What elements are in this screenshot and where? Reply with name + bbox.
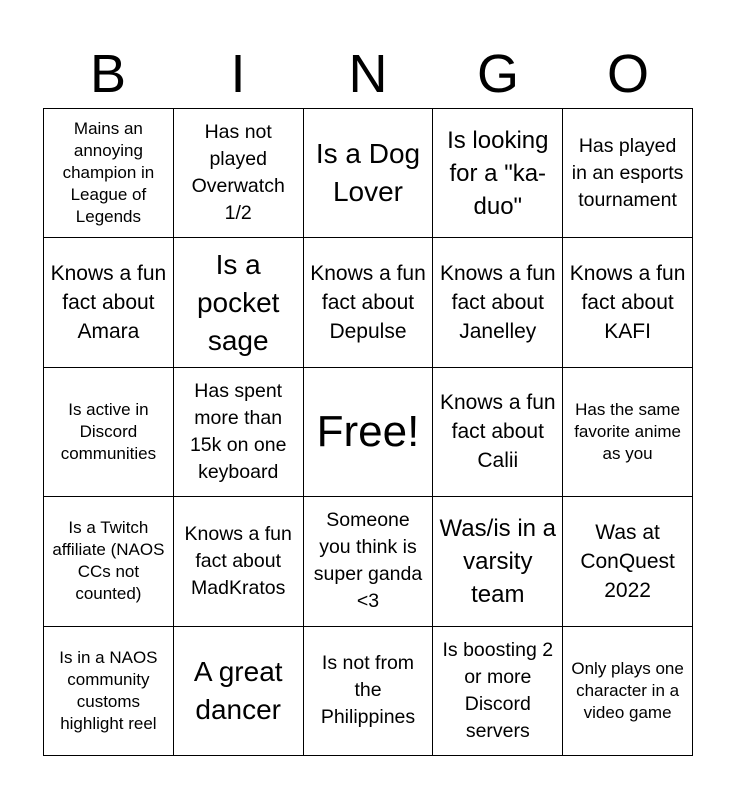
cell-text: Has the same favorite anime as you (574, 399, 681, 463)
bingo-cell[interactable] (433, 627, 563, 756)
header-letter-o: O (606, 44, 649, 104)
header-letter-g: G (476, 44, 519, 104)
bingo-cell[interactable] (304, 497, 434, 626)
bingo-cell[interactable] (433, 109, 563, 238)
bingo-cell[interactable] (44, 627, 174, 756)
cell-text: Mains an annoying champion in League of Legends (62, 119, 155, 227)
bingo-cell[interactable] (174, 368, 304, 497)
bingo-cell[interactable] (304, 238, 434, 367)
cell-text: Is not from the Philippines (320, 652, 416, 729)
bingo-board (43, 108, 693, 756)
free-space[interactable] (304, 368, 434, 497)
header-letter-b: B (89, 44, 127, 104)
cell-text: Someone you think is super ganda <3 (313, 509, 423, 613)
bingo-cell[interactable] (563, 238, 693, 367)
header-letter-i: I (230, 44, 246, 104)
bingo-cell[interactable] (44, 238, 174, 367)
bingo-cell[interactable] (174, 497, 304, 626)
bingo-cell[interactable] (563, 368, 693, 497)
cell-text: Is a pocket sage (196, 248, 280, 356)
cell-text: Knows a fun fact about Calii (440, 391, 556, 473)
cell-text: Is a Dog Lover (315, 138, 421, 208)
bingo-cell[interactable] (44, 109, 174, 238)
bingo-cell[interactable] (44, 368, 174, 497)
cell-text: Knows a fun fact about MadKratos (184, 522, 292, 599)
cell-text: Only plays one character in a video game (571, 658, 684, 722)
cell-text: Has not played Overwatch 1/2 (191, 121, 285, 225)
bingo-cell[interactable] (433, 497, 563, 626)
cell-text: Is boosting 2 or more Discord servers (442, 638, 554, 742)
cell-text: Has spent more than 15k on one keyboard (189, 379, 287, 483)
bingo-cell[interactable] (174, 238, 304, 367)
cell-text: Free! (316, 406, 420, 456)
cell-text: A great dancer (193, 655, 283, 725)
cell-text: Knows a fun fact about Depulse (310, 262, 426, 344)
bingo-cell[interactable] (563, 497, 693, 626)
cell-text: Is looking for a "ka-duo" (447, 126, 549, 220)
cell-text: Has played in an esports tournament (571, 134, 684, 211)
cell-text: Was/is in a varsity team (439, 514, 557, 608)
cell-text: Is in a NAOS community customs highlight reel (59, 647, 158, 733)
bingo-cell[interactable] (563, 627, 693, 756)
cell-text: Knows a fun fact about Janelley (440, 262, 556, 344)
cell-text: Is a Twitch affiliate (NAOS CCs not counted) (52, 518, 165, 604)
bingo-cell[interactable] (563, 109, 693, 238)
bingo-cell[interactable] (304, 109, 434, 238)
bingo-header (43, 40, 693, 108)
cell-text: Was at ConQuest 2022 (580, 520, 675, 602)
bingo-cell[interactable] (174, 627, 304, 756)
cell-text: Is active in Discord communities (60, 399, 157, 463)
bingo-cell[interactable] (174, 109, 304, 238)
bingo-cell[interactable] (433, 368, 563, 497)
cell-text: Knows a fun fact about Amara (50, 262, 167, 344)
header-letter-n: N (348, 44, 388, 104)
bingo-cell[interactable] (44, 497, 174, 626)
cell-text: Knows a fun fact about KAFI (569, 262, 686, 344)
bingo-cell[interactable] (433, 238, 563, 367)
bingo-cell[interactable] (304, 627, 434, 756)
